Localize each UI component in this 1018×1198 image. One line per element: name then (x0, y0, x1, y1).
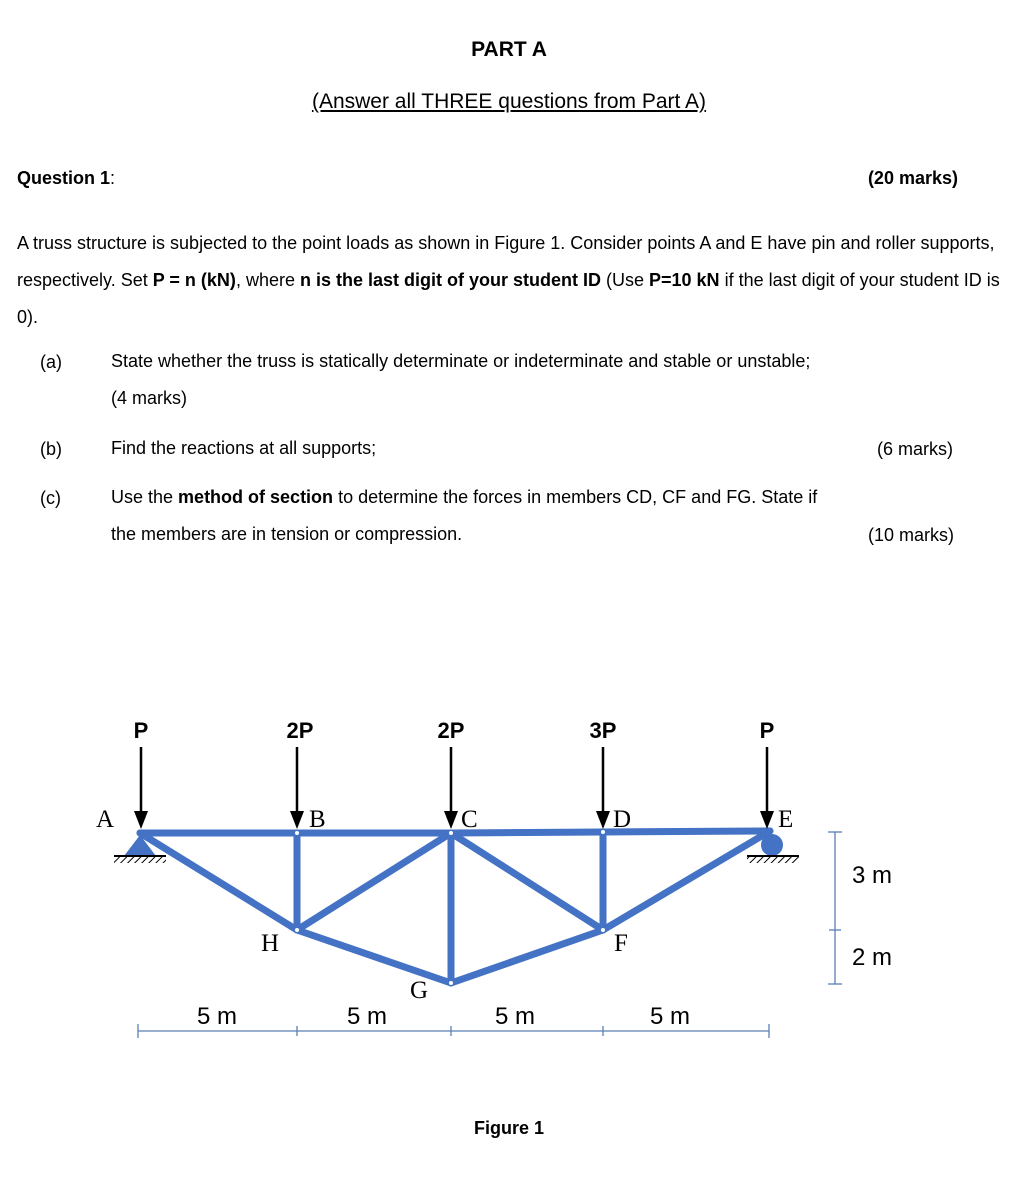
height-dimension-line (828, 832, 842, 984)
span-label-4: 5 m (649, 1003, 691, 1030)
load-label-C: 2P (437, 718, 465, 743)
load-label-D: 3P (589, 718, 617, 743)
part-b-text: Find the reactions at all supports; (111, 438, 377, 458)
height-label-2: 2 m (852, 944, 893, 971)
node-label-A: A (96, 806, 115, 833)
intro-seg-bold: n is the last digit of your student ID (299, 270, 601, 290)
intro-seg-bold: P = n (kN) (152, 270, 236, 290)
part-instruction-text: (Answer all THREE questions from Part A) (311, 90, 707, 113)
node-label-B: B (309, 806, 326, 833)
part-c-marks: (10 marks) (867, 525, 954, 545)
question-label-suffix: : (110, 168, 116, 188)
part-c-label: (c) (40, 488, 61, 508)
member-HC (297, 833, 451, 930)
load-label-A: P (133, 718, 149, 743)
node-label-F: F (614, 930, 628, 957)
question-marks: (20 marks) (867, 168, 958, 188)
height-label-1: 3 m (852, 862, 893, 889)
span-label-2: 5 m (346, 1003, 388, 1030)
part-b-label: (b) (40, 439, 62, 459)
part-c-bold: method of section (178, 487, 334, 507)
part-a-body: State whether the truss is statically determinate or indeterminate and stable or unstable; (111, 351, 811, 371)
pin-support-A (114, 835, 166, 863)
member-FE (603, 831, 770, 930)
span-label-1: 5 m (196, 1003, 238, 1030)
node-label-D: D (613, 806, 632, 833)
node-label-C: C (461, 806, 478, 833)
part-a-marks: (4 marks) (111, 388, 187, 408)
node-label-H: H (261, 930, 280, 957)
figure-caption: Figure 1 (473, 1118, 544, 1138)
part-title: PART A (471, 38, 547, 61)
member-AH (140, 833, 297, 930)
member-GF (451, 930, 603, 983)
intro-seg-bold: P=10 kN (649, 270, 720, 290)
part-a-label: (a) (40, 352, 62, 372)
intro-seg: , where (235, 270, 300, 290)
load-label-B: 2P (286, 718, 314, 743)
span-label-3: 5 m (494, 1003, 536, 1030)
part-c-before: Use the (111, 487, 179, 507)
member-HG (297, 930, 451, 983)
intro-seg: A truss structure is subjected to the point loads as shown in Figure 1. Consider points A and E have pin and roller supports, respectively. Set (17, 233, 995, 290)
part-c-after: to determine the forces in members CD, CF and FG. State if (333, 487, 818, 507)
node-label-G: G (410, 977, 429, 1004)
node-label-E: E (778, 806, 794, 833)
load-label-E: P (759, 718, 775, 743)
intro-seg: (Use (600, 270, 649, 290)
part-b-marks: (6 marks) (877, 439, 953, 459)
member-CF (451, 833, 603, 930)
intro-seg: if the last digit of your student ID is 0). (17, 270, 1000, 327)
part-c-line2: the members are in tension or compression. (111, 524, 463, 544)
question-label-text: Question 1 (17, 168, 111, 188)
